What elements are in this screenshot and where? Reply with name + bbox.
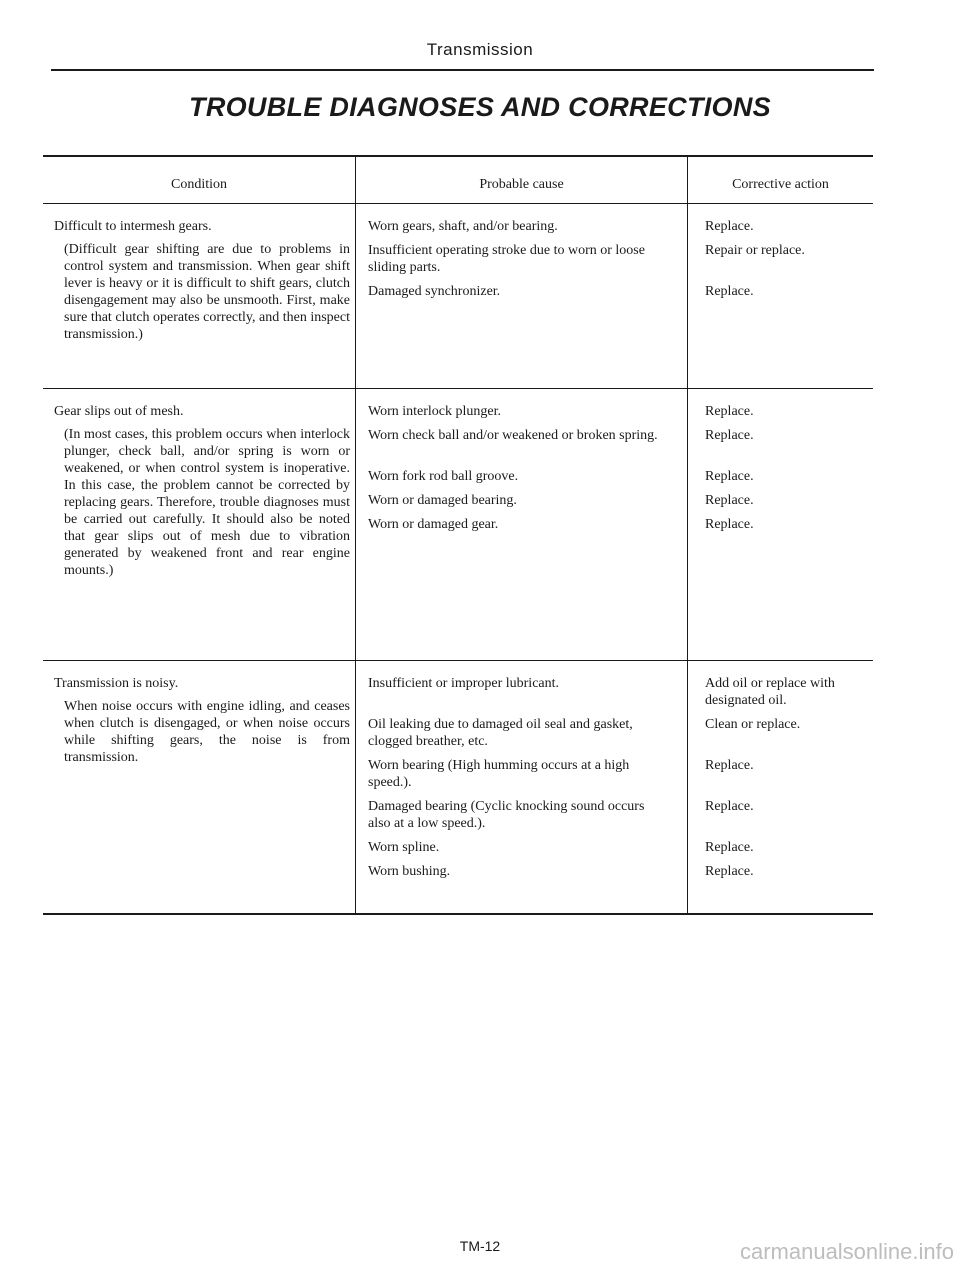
condition-title: Difficult to intermesh gears.	[54, 219, 212, 234]
action-item: Replace.	[705, 469, 754, 484]
condition-cell	[43, 661, 355, 913]
cause-item: Worn gears, shaft, and/or bearing.	[368, 219, 558, 234]
action-cell	[687, 389, 873, 660]
cause-cell	[355, 389, 687, 660]
cause-cell	[355, 661, 687, 913]
table-header-row	[43, 157, 873, 204]
cause-item: Worn fork rod ball groove.	[368, 469, 519, 484]
cause-item: Insufficient or improper lubricant.	[368, 676, 560, 691]
page-title: TROUBLE DIAGNOSES AND CORRECTIONS	[189, 92, 771, 122]
section-header: Transmission	[426, 40, 534, 59]
table-row	[43, 204, 873, 389]
condition-body: (Difficult gear shifting are due to problems in control system and transmission. When gear shift lever is heavy or it is difficult to shift gears, clutch disengagement may also be unsmooth. First, make sure that clutch operates correctly, and then inspect transmission.)	[64, 242, 350, 342]
watermark: carmanualsonline.info	[739, 1239, 954, 1264]
action-item: Replace.	[705, 517, 754, 532]
action-item: Replace.	[705, 428, 754, 443]
header-rule	[51, 69, 874, 71]
cause-item: Worn bushing.	[368, 864, 451, 879]
page-number: TM-12	[459, 1238, 501, 1254]
action-item: Replace.	[705, 219, 754, 234]
cause-item: Oil leaking due to damaged oil seal and gasket, clogged breather, etc.	[368, 717, 633, 749]
condition-cell	[43, 204, 355, 388]
condition-body: (In most cases, this problem occurs when interlock plunger, check ball, and/or spring is worn or weakened, or when control system is inoperative. In this case, the problem cannot be corrected by replacing gears. Therefore, trouble diagnoses must be carried out carefully. It should also be noted that gear slips out of mesh due to vibration generated by weakened front and rear engine mounts.)	[64, 427, 350, 578]
action-cell	[687, 661, 873, 913]
cause-item: Insufficient operating stroke due to worn or loose sliding parts.	[368, 243, 645, 275]
cause-cell	[355, 204, 687, 388]
header-corrective-action: Corrective action	[687, 157, 873, 203]
cause-item: Damaged bearing (Cyclic knocking sound occurs also at a low speed.).	[368, 799, 645, 831]
action-item: Repair or replace.	[705, 243, 805, 258]
action-item: Replace.	[705, 840, 754, 855]
cause-item: Worn check ball and/or weakened or broken spring.	[368, 428, 658, 443]
cause-item: Worn spline.	[368, 840, 440, 855]
cause-item: Worn interlock plunger.	[368, 404, 502, 419]
action-item: Replace.	[705, 404, 754, 419]
header-probable-cause: Probable cause	[355, 157, 687, 203]
condition-body: When noise occurs with engine idling, and ceases when clutch is disengaged, or when noise occurs while shifting gears, the noise is from transmission.	[64, 699, 350, 765]
cause-item: Damaged synchronizer.	[368, 284, 501, 299]
condition-title: Gear slips out of mesh.	[54, 404, 184, 419]
action-item: Replace.	[705, 864, 754, 879]
action-item: Replace.	[705, 284, 754, 299]
cause-item: Worn or damaged bearing.	[368, 493, 517, 508]
action-item: Replace.	[705, 493, 754, 508]
cause-item: Worn or damaged gear.	[368, 517, 499, 532]
action-item: Clean or replace.	[705, 717, 801, 732]
action-item: Replace.	[705, 758, 754, 773]
table-row	[43, 661, 873, 913]
condition-cell	[43, 389, 355, 660]
action-item: Replace.	[705, 799, 754, 814]
table-bottom-rule	[43, 913, 873, 915]
diagnosis-table	[43, 155, 873, 915]
condition-title: Transmission is noisy.	[54, 676, 179, 691]
header-condition: Condition	[170, 177, 227, 192]
action-item: Add oil or replace with designated oil.	[705, 676, 835, 708]
cause-item: Worn bearing (High humming occurs at a high speed.).	[368, 758, 630, 790]
table-row	[43, 389, 873, 661]
action-cell	[687, 204, 873, 388]
